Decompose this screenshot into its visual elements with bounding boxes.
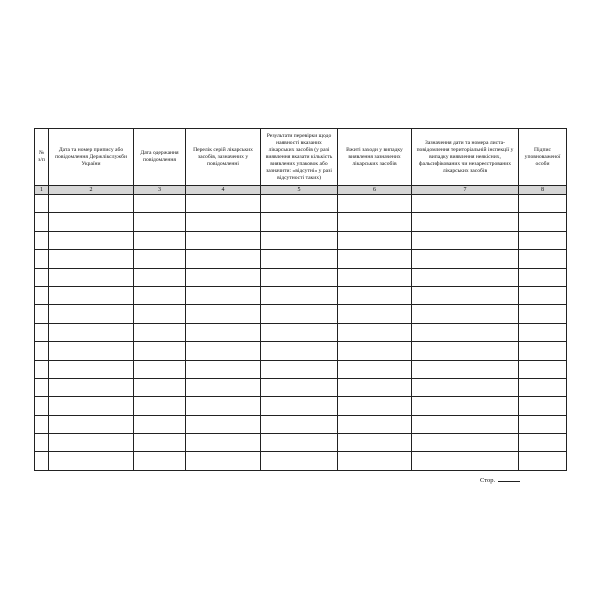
table-cell (412, 397, 519, 415)
table-cell (261, 213, 338, 231)
table-cell (35, 250, 49, 268)
table-cell (49, 231, 134, 249)
table-cell (519, 397, 567, 415)
table-cell (186, 397, 261, 415)
table-cell (412, 342, 519, 360)
col-header-measures-taken: Вжиті заходи у випадку виявлення зазначених лікарських засобів (338, 129, 412, 186)
column-number: 4 (186, 186, 261, 195)
table-cell (338, 434, 412, 452)
table-cell (35, 378, 49, 396)
column-number: 6 (338, 186, 412, 195)
table-cell (186, 415, 261, 433)
table-cell (338, 250, 412, 268)
table-cell (186, 213, 261, 231)
table-cell (519, 195, 567, 213)
register-table (34, 128, 567, 471)
table-cell (519, 415, 567, 433)
column-number: 3 (134, 186, 186, 195)
col-header-number: № з/п (35, 129, 49, 186)
table-cell (338, 342, 412, 360)
table-row (35, 286, 567, 304)
table-cell (338, 213, 412, 231)
table-cell (519, 268, 567, 286)
table-cell (338, 397, 412, 415)
table-cell (35, 415, 49, 433)
table-cell (261, 250, 338, 268)
table-cell (186, 250, 261, 268)
table-cell (134, 195, 186, 213)
table-cell (134, 378, 186, 396)
column-number: 8 (519, 186, 567, 195)
table-row (35, 415, 567, 433)
table-cell (412, 378, 519, 396)
table-cell (134, 342, 186, 360)
col-header-receipt-date: Дата одержання повідомлення (134, 129, 186, 186)
table-cell (134, 250, 186, 268)
table-cell (519, 213, 567, 231)
column-number: 1 (35, 186, 49, 195)
table-cell (49, 452, 134, 470)
table-cell (519, 360, 567, 378)
table-cell (261, 305, 338, 323)
table-cell (261, 360, 338, 378)
table-cell (35, 397, 49, 415)
table-cell (49, 195, 134, 213)
table-cell (519, 378, 567, 396)
table-cell (134, 360, 186, 378)
table-cell (338, 286, 412, 304)
table-row (35, 360, 567, 378)
table-cell (261, 231, 338, 249)
page-number-blank (498, 481, 520, 482)
table-cell (519, 434, 567, 452)
col-header-series-list: Перелік серій лікарських засобів, зазначених у повідомленні (186, 129, 261, 186)
table-row (35, 231, 567, 249)
table-cell (49, 360, 134, 378)
table-cell (338, 415, 412, 433)
table-cell (261, 434, 338, 452)
table-row (35, 342, 567, 360)
page-number-footer (480, 477, 570, 484)
table-cell (519, 231, 567, 249)
table-cell (261, 323, 338, 341)
col-header-order-date-number: Дата та номер припису або повідомлення Держлікслужби України (49, 129, 134, 186)
table-cell (412, 360, 519, 378)
table-cell (186, 323, 261, 341)
col-header-signature: Підпис уповноваженої особи (519, 129, 567, 186)
table-cell (338, 268, 412, 286)
table-cell (338, 305, 412, 323)
table-cell (134, 231, 186, 249)
table-cell (35, 305, 49, 323)
table-cell (519, 305, 567, 323)
column-number: 7 (412, 186, 519, 195)
table-row (35, 195, 567, 213)
table-cell (186, 434, 261, 452)
table-cell (261, 415, 338, 433)
table-cell (186, 195, 261, 213)
col-header-check-results: Результати перевірки щодо наявності вказаних лікарських засобів (у разі виявлення вказати кількість виявлених упаковок або зазначити: «відсутні» у разі відсутності таких) (261, 129, 338, 186)
table-cell (519, 342, 567, 360)
table-cell (338, 378, 412, 396)
table-cell (35, 452, 49, 470)
table-cell (134, 323, 186, 341)
table-cell (134, 434, 186, 452)
table-row (35, 305, 567, 323)
table-cell (49, 213, 134, 231)
table-cell (49, 286, 134, 304)
table-cell (186, 378, 261, 396)
table-cell (134, 397, 186, 415)
page-label: Стор. (480, 477, 496, 484)
table-cell (338, 452, 412, 470)
table-cell (49, 305, 134, 323)
table-cell (261, 286, 338, 304)
table-cell (49, 323, 134, 341)
table-cell (35, 434, 49, 452)
table-row (35, 213, 567, 231)
table-cell (49, 397, 134, 415)
table-cell (186, 452, 261, 470)
table-cell (412, 250, 519, 268)
header-row (35, 129, 567, 186)
table-row (35, 434, 567, 452)
table-cell (261, 452, 338, 470)
table-cell (134, 213, 186, 231)
table-cell (134, 268, 186, 286)
table-row (35, 323, 567, 341)
table-cell (49, 434, 134, 452)
table-cell (412, 231, 519, 249)
table-cell (35, 342, 49, 360)
table-cell (186, 231, 261, 249)
col-header-letter-date-number: Зазначення дати та номера листа-повідомлення територіальній інспекції у випадку виявлення неякісних, фальсифікованих чи незареєстрованих лікарських засобів (412, 129, 519, 186)
table-cell (186, 286, 261, 304)
table-cell (338, 195, 412, 213)
table-cell (35, 268, 49, 286)
table-row (35, 250, 567, 268)
table-cell (49, 250, 134, 268)
table-cell (519, 323, 567, 341)
table-cell (412, 268, 519, 286)
table-row (35, 378, 567, 396)
table-cell (412, 434, 519, 452)
table-cell (338, 231, 412, 249)
table-cell (261, 195, 338, 213)
table-cell (35, 323, 49, 341)
table-cell (186, 342, 261, 360)
table-cell (134, 286, 186, 304)
table-cell (338, 360, 412, 378)
table-cell (134, 305, 186, 323)
table-cell (186, 305, 261, 323)
table-cell (519, 452, 567, 470)
journal-sheet (34, 128, 566, 471)
table-cell (49, 342, 134, 360)
table-row (35, 268, 567, 286)
table-cell (35, 195, 49, 213)
table-cell (186, 268, 261, 286)
table-cell (261, 268, 338, 286)
table-cell (412, 323, 519, 341)
table-cell (134, 415, 186, 433)
table-cell (412, 286, 519, 304)
table-cell (338, 323, 412, 341)
table-cell (412, 452, 519, 470)
table-cell (35, 231, 49, 249)
table-cell (412, 195, 519, 213)
table-row (35, 397, 567, 415)
table-cell (35, 286, 49, 304)
table-cell (49, 378, 134, 396)
table-cell (35, 360, 49, 378)
table-body (35, 186, 567, 471)
column-number: 2 (49, 186, 134, 195)
table-cell (412, 213, 519, 231)
table-cell (519, 286, 567, 304)
table-cell (35, 213, 49, 231)
table-row (35, 452, 567, 470)
column-number: 5 (261, 186, 338, 195)
table-cell (186, 360, 261, 378)
table-cell (261, 342, 338, 360)
column-number-row (35, 186, 567, 195)
table-cell (134, 452, 186, 470)
table-cell (412, 305, 519, 323)
table-cell (261, 397, 338, 415)
table-cell (412, 415, 519, 433)
table-cell (261, 378, 338, 396)
table-cell (49, 268, 134, 286)
table-cell (49, 415, 134, 433)
table-cell (519, 250, 567, 268)
